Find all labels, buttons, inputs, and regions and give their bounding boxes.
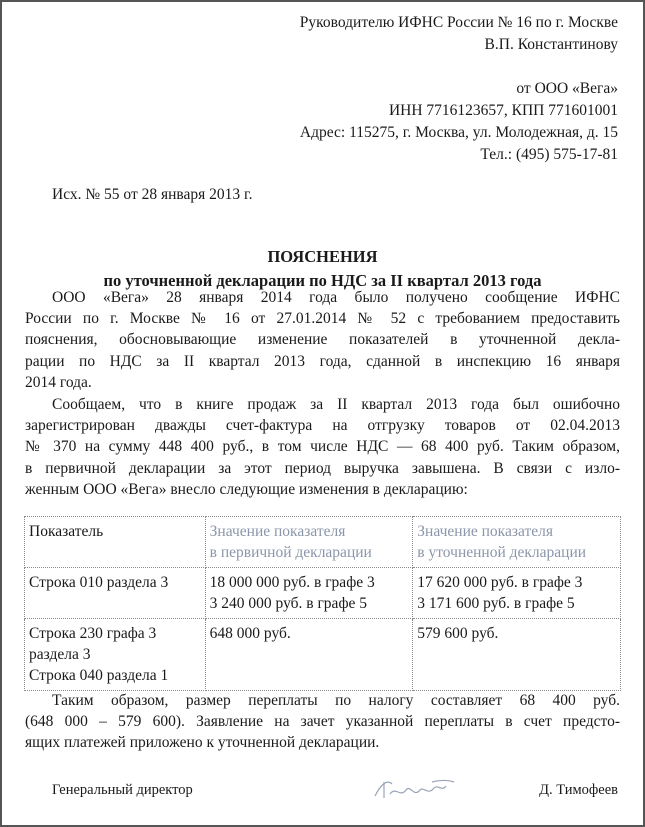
paragraph-line: пояснения, обосновывающие изменение показателей в уточненной декла- (25, 331, 620, 349)
paragraph-1 (25, 287, 620, 393)
cell-line: раздела 3 (29, 646, 91, 663)
document-subtitle: по уточненной декларации по НДС за II квартал 2013 года (103, 271, 542, 290)
paragraph-line: России по г. Москве № 16 от 27.01.2014 № 52 с требованием предоставить (25, 310, 620, 328)
cell-line: Строка 040 раздела 1 (29, 667, 169, 684)
paragraph-line: (648 000 – 579 600). Заявление на зачет указанной переплаты в счет предсто- (25, 713, 620, 731)
sender-line: ИНН 7716123657, КПП 771601001 (388, 102, 618, 119)
sender-line: Адрес: 115275, г. Москва, ул. Молодежная, д. 15 (299, 124, 618, 141)
paragraph-line: Сообщаем, что в книге продаж за II квартал 2013 года был ошибочно (52, 396, 620, 413)
cell-line: Показатель (29, 523, 104, 540)
table-header-row (25, 517, 621, 568)
table-cell (25, 619, 206, 691)
addressee-line: Руководителю ИФНС России № 16 по г. Москве (299, 14, 618, 31)
paragraph-line: ящих платежей приложено к уточненной декларации. (25, 734, 380, 752)
paragraph-line: № 370 на сумму 448 400 руб., в том числе НДС — 68 400 руб. Таким образом, (25, 438, 620, 456)
paragraph-line: рации по НДС за II квартал 2013 года, сданной в инспекцию 16 января (25, 352, 620, 370)
cell-line: 579 600 руб. (417, 625, 499, 642)
cell-line: Строка 010 раздела 3 (29, 574, 169, 591)
paragraph-line: в первичной декларации за этот период выручка завышена. В связи с изло- (25, 459, 620, 477)
addressee-block (300, 12, 618, 166)
cell-line: 3 240 000 руб. в графе 5 (209, 595, 367, 612)
cell-line: Значение показателя (417, 523, 553, 540)
cell-line: 3 171 600 руб. в графе 5 (417, 595, 575, 612)
table-cell (205, 568, 413, 619)
cell-line: в первичной декларации (209, 544, 372, 561)
paragraph-line: 2014 года. (25, 373, 92, 391)
table-cell (25, 568, 206, 619)
paragraph-line: зарегистрирован дважды счет-фактура на отгрузку товаров от 02.04.2013 (25, 417, 620, 435)
outgoing-number: Исх. № 55 от 28 января 2013 г. (52, 186, 253, 203)
paragraph-line: Таким образом, размер переплаты по налогу составляет 68 400 руб. (52, 692, 620, 709)
handwritten-signature (370, 776, 460, 804)
cell-line: Значение показателя (209, 523, 346, 540)
sender-line: от ООО «Вега» (516, 80, 618, 97)
cell-line: 648 000 руб. (209, 625, 291, 642)
table-header-cell (205, 517, 413, 568)
document-title: ПОЯСНЕНИЯ (267, 247, 378, 266)
table-cell (413, 568, 621, 619)
table-cell (205, 619, 413, 691)
addressee-line: В.П. Константинову (484, 36, 618, 53)
table-header-cell (25, 517, 206, 568)
cell-line: Строка 230 графа 3 (29, 625, 157, 642)
paragraph-line: ООО «Вега» 28 января 2014 года было получено сообщение ИФНС (52, 289, 620, 306)
table-row (25, 619, 621, 691)
signature-position: Генеральный директор (52, 782, 193, 798)
paragraph-2 (25, 394, 620, 500)
cell-line: 18 000 000 руб. в графе 3 (209, 574, 375, 591)
table-row (25, 568, 621, 619)
cell-line: в уточненной декларации (417, 544, 587, 561)
paragraph-3 (25, 690, 620, 754)
sender-line: Тел.: (495) 575-17-81 (480, 146, 618, 163)
table-header-cell (413, 517, 621, 568)
table-cell (413, 619, 621, 691)
signature-name: Д. Тимофеев (539, 782, 618, 798)
cell-line: 17 620 000 руб. в графе 3 (417, 574, 583, 591)
indicators-table (24, 516, 621, 691)
paragraph-line: женным ООО «Вега» внесло следующие изменения в декларацию: (25, 480, 468, 498)
